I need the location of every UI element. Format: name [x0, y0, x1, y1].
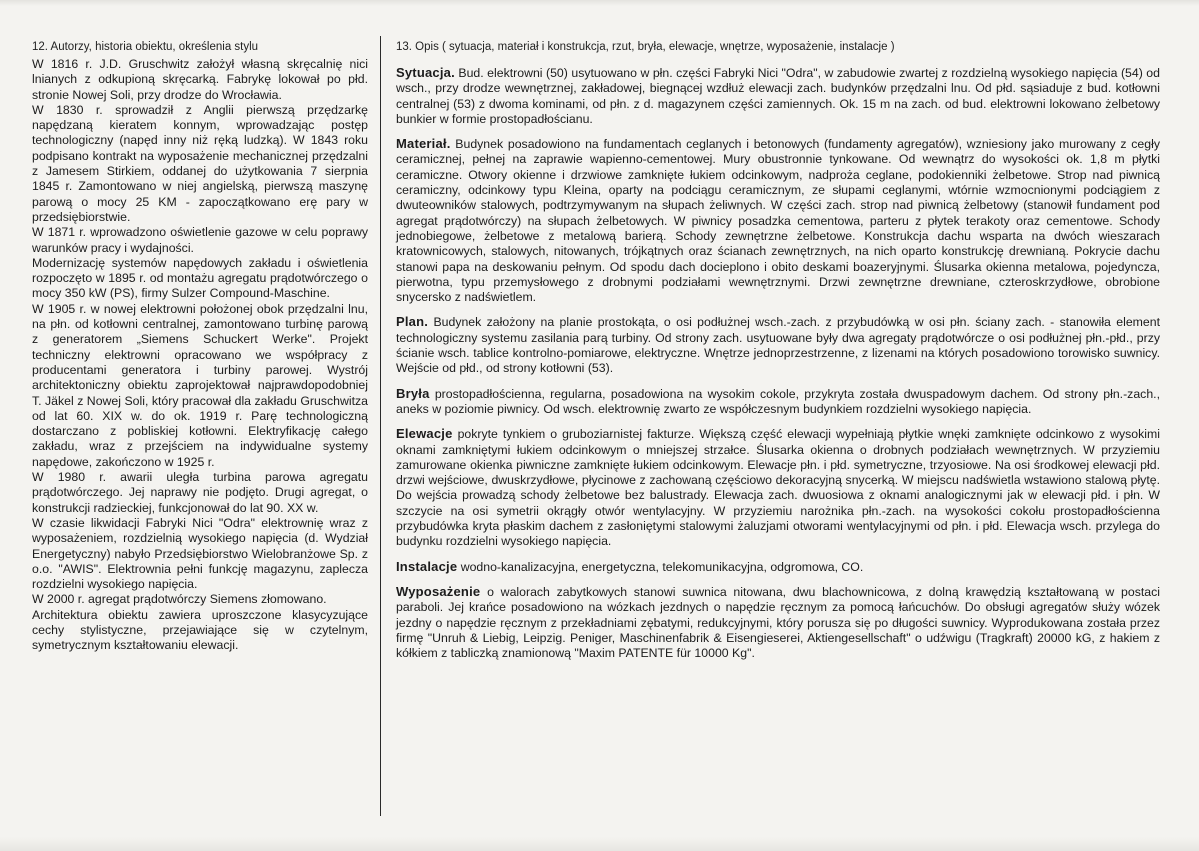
left-paragraph: W 1980 r. awarii uległa turbina parowa agregatu prądotwórczego. Jej naprawy nie podjęto. Drugi agregat, o konstrukcji radzieckiej, funkcjonował do lat 90. XX w. — [32, 470, 368, 515]
section-instalacje — [396, 559, 1160, 575]
section-text: wodno-kanalizacyjna, energetyczna, telekomunikacyjna, odgromowa, CO. — [460, 559, 864, 574]
right-column-heading: 13. Opis ( sytuacja, materiał i konstrukcja, rzut, bryła, elewacje, wnętrze, wyposażenie, instalacje ) — [396, 41, 895, 53]
section-text: Budynek założony na planie prostokąta, o osi podłużnej wsch.-zach. z przybudówką w osi płn. ściany zach. - stanowiła element technologiczny systemu zasilania parą turbiny. Od strony zach. usytuowane były dwa agregaty prądotwórcze o osi podłużnej płn.-płd., przy ścianie wsch. tablice kontrolno-pomiarowe, elektryczne. Wnętrze jednoprzestrzenne, z lizenami na których posadowiono torowisko suwnicy. Wejście od płd., od strony kotłowni (53). — [396, 315, 1160, 376]
column-divider — [380, 36, 381, 816]
left-column-heading: 12. Autorzy, historia obiektu, określenia stylu — [32, 41, 259, 53]
section-material — [396, 136, 1160, 305]
left-paragraph: W 2000 r. agregat prądotwórczy Siemens złomowano. — [32, 592, 327, 607]
section-title: Bryła — [396, 385, 430, 401]
section-title: Plan. — [396, 314, 429, 330]
section-elewacje — [396, 426, 1160, 549]
scan-edge-top — [0, 0, 1199, 6]
section-title: Materiał. — [396, 136, 451, 152]
left-paragraph: Modernizację systemów napędowych zakładu i oświetlenia rozpoczęto w 1895 r. od montażu agregatu prądotwórczego o mocy 350 kW (PS), firmy Sulzer Compound-Maschine. — [32, 255, 368, 301]
left-paragraph: W 1816 r. J.D. Gruschwitz założył własną skręcalnię nici lnianych z odkupioną skręcarką. Fabrykę lokował po płd. stronie Nowej Soli, przy drodze do Wrocławia. — [32, 57, 368, 102]
section-text: Budynek posadowiono na fundamentach ceglanych i betonowych (fundamenty agregatów), wzniesiony jako murowany z cegły ceramicznej, pełnej na zaprawie wapienno-cementowej. Mury obustronnie tynkowane. Od wewnątrz do wysokości ok. 1,8 m płytki ceramiczne. Otwory okienne i drzwiowe zamknięte łukiem odcinkowym, nadproża ceglane, podokienniki żelbetowe. Strop nad piwnicą ceramiczny, odcinkowy typu Kleina, oparty na podciągu ceramicznym, ze słupami ceglanymi, wtórnie wzmocnionymi podciągiem z dwuteowników stalowych, podtrzymywanym na słupach żeliwnych. W części zach. strop nad piwnicą żelbetowy (stanowił fundament pod agregat prądotwórczy) na słupach żelbetowych. W piwnicy posadzka cementowa, parteru z płytek terakoty oraz cementowe. Schody jednobiegowe, żelbetowe z metalową barierą. Schody zewnętrzne żelbetowe. Konstrukcja dachu wsparta na dwóch wieszarach kratownicowych, stalowych, nitowanych, trójkątnych oraz ścianach zewnętrznych, na nich oparto konstrukcję drewnianą. Pokrycie dachu stanowi papa na deskowaniu pełnym. Od spodu dach docieplono i obito deskami boazeryjnymi. Ślusarka okienna metalowa, pojedyncza, pierwotna, typu przemysłowego z drobnymi podziałami wewnętrznymi. Drzwi zewnętrzne drewniane, czteroskrzydłowe, obrobione snycersko z nadświetlem. — [396, 137, 1160, 305]
left-paragraph: W czasie likwidacji Fabryki Nici "Odra" elektrownię wraz z wyposażeniem, rozdzielnią wysokiego napięcia (d. Wydział Energetyczny) nabyło Przedsiębiorstwo Wielobranżowe Sp. z o.o. "AWIS". Elektrownia pełni funkcję magazynu, zaplecza rozdzielni wysokiego napięcia. — [32, 515, 368, 592]
section-sytuacja — [396, 65, 1160, 127]
section-plan — [396, 314, 1160, 376]
section-text: Bud. elektrowni (50) usytuowano w płn. części Fabryki Nici "Odra", w zabudowie zwartej z rozdzielną wysokiego napięcia (54) od wsch., przy drodze wewnętrznej, zakładowej, biegnącej wzdłuż elewacji zach. budynków przędzalni lnu. Od płd. sąsiaduje z bud. kotłowni centralnej (53) z dwoma kominami, od płn. z d. magazynem części zamiennych. Ok. 15 m na zach. od bud. elektrowni lokowano żelbetowy bunkier w formie prostopadłościanu. — [396, 66, 1160, 126]
left-paragraph: Architektura obiektu zawiera uproszczone klasycyzujące cechy stylistyczne, przejawiające się w czytelnym, symetrycznym kształtowaniu elewacji. — [32, 607, 368, 653]
section-title: Elewacje — [396, 426, 453, 442]
section-title: Wyposażenie — [396, 583, 481, 599]
section-title: Sytuacja. — [396, 65, 455, 80]
section-wyposazenie — [396, 584, 1160, 661]
section-title: Instalacje — [396, 558, 458, 574]
section-bryla — [396, 386, 1160, 418]
left-paragraph: W 1871 r. wprowadzono oświetlenie gazowe w celu poprawy warunków pracy i wydajności. — [32, 225, 368, 255]
left-column — [32, 40, 368, 654]
scan-edge-bottom — [0, 837, 1199, 851]
section-text: o walorach zabytkowych stanowi suwnica nitowana, dwu blachownicowa, z dolną krawędzią kształtowaną w postaci paraboli. Jej krańce posadowiono na wózkach jezdnych o napędzie ręcznym za pomocą łańcuchów. Do obsługi agregatów służy wózek jezdny o napędzie ręcznym z przekładniami zębatymi, redukcyjnymi, który porusza się po długości suwnicy. Wyprodukowana została przez firmę "Unruh & Liebig, Leipzig. Peniger, Maschinenfabrik & Eisengieserei, Aktiengesellschaft" o udźwigu (Tragkraft) 20000 kG, z hakiem z kółkiem z tabliczką znamionową "Maxim PATENTE für 10000 Kg". — [396, 584, 1161, 661]
left-paragraph: W 1830 r. sprowadził z Anglii pierwszą przędzarkę napędzaną kieratem konnym, wprowadzając postęp technologiczny (napęd inny niż ręką ludzką). W 1843 roku podpisano kontrakt na wyposażenie mechanicznej przędzalni z Jamesem Stirkiem, oddanej do użytkowania 7 sierpnia 1845 r. Zamontowano w niej angielską, pierwszą maszynę parową o mocy 25 KM - zapoczątkowano erę pary w przedsiębiorstwie. — [32, 102, 368, 224]
section-text: prostopadłościenna, regularna, posadowiona na wysokim cokole, przykryta została dwuspadowym dachem. Od strony płn.-zach., aneks w poziomie piwnicy. Od wsch. elektrownię zwarto ze współczesnym budynkiem rozdzielni wysokiego napięcia. — [396, 386, 1160, 416]
right-column — [396, 40, 1160, 670]
section-text: pokryte tynkiem o gruboziarnistej fakturze. Większą część elewacji wypełniają płytkie wnęki zamknięte odcinkowo z wysokimi oknami zamkniętymi łukiem odcinkowym o mniejszej strzałce. Ślusarka okienna o drobnych podziałach wewnętrznych. W przyziemiu zamurowane okienka piwniczne zamknięte łukiem odcinkowym. Elewacje płn. i płd. symetryczne, trzyosiowe. Na osi środkowej elewacji płd. drzwi wejściowe, dwuskrzydłowe, płycinowe z zachowaną częściowo dekoracyjną snycerką. W miejscu nadświetla wstawiono stalową płytę. Do wejścia prowadzą schody żelbetowe bez balustrady. Elewacja zach. dwuosiowa z oknami analogicznymi jak w elewacji płd. i płn. W szczycie na osi symetrii okrągły otwór wentylacyjny. W przyziemiu narożnika płn.-zach. na wysokości cokołu prostopadłościenna przybudówka kryta płaskim dachem z zasłoniętymi stalowymi żaluzjami otworami wentylacyjnymi od płn. i płd. Elewacja wsch. przylega do budynku rozdzielni wysokiego napięcia. — [396, 427, 1161, 549]
left-paragraph: W 1905 r. w nowej elektrowni położonej obok przędzalni lnu, na płn. od kotłowni centralnej, zamontowano turbinę parową z generatorem „Siemens Schuckert Werke". Projekt techniczny elektrowni opracowano we współpracy z producentami generatora i turbiny parowej. Wystrój architektoniczny obiektu zaprojektował najprawdopodobniej T. Jäkel z Nowej Soli, który pracował dla zakładu Gruschwitza od lat 60. XIX w. do ok. 1919 r. Parę technologiczną dostarczano z pobliskiej kotłowni. Elektryfikację całego zakładu, wraz z przejściem na indywidualne systemy napędowe, zakończono w 1925 r. — [32, 301, 368, 469]
